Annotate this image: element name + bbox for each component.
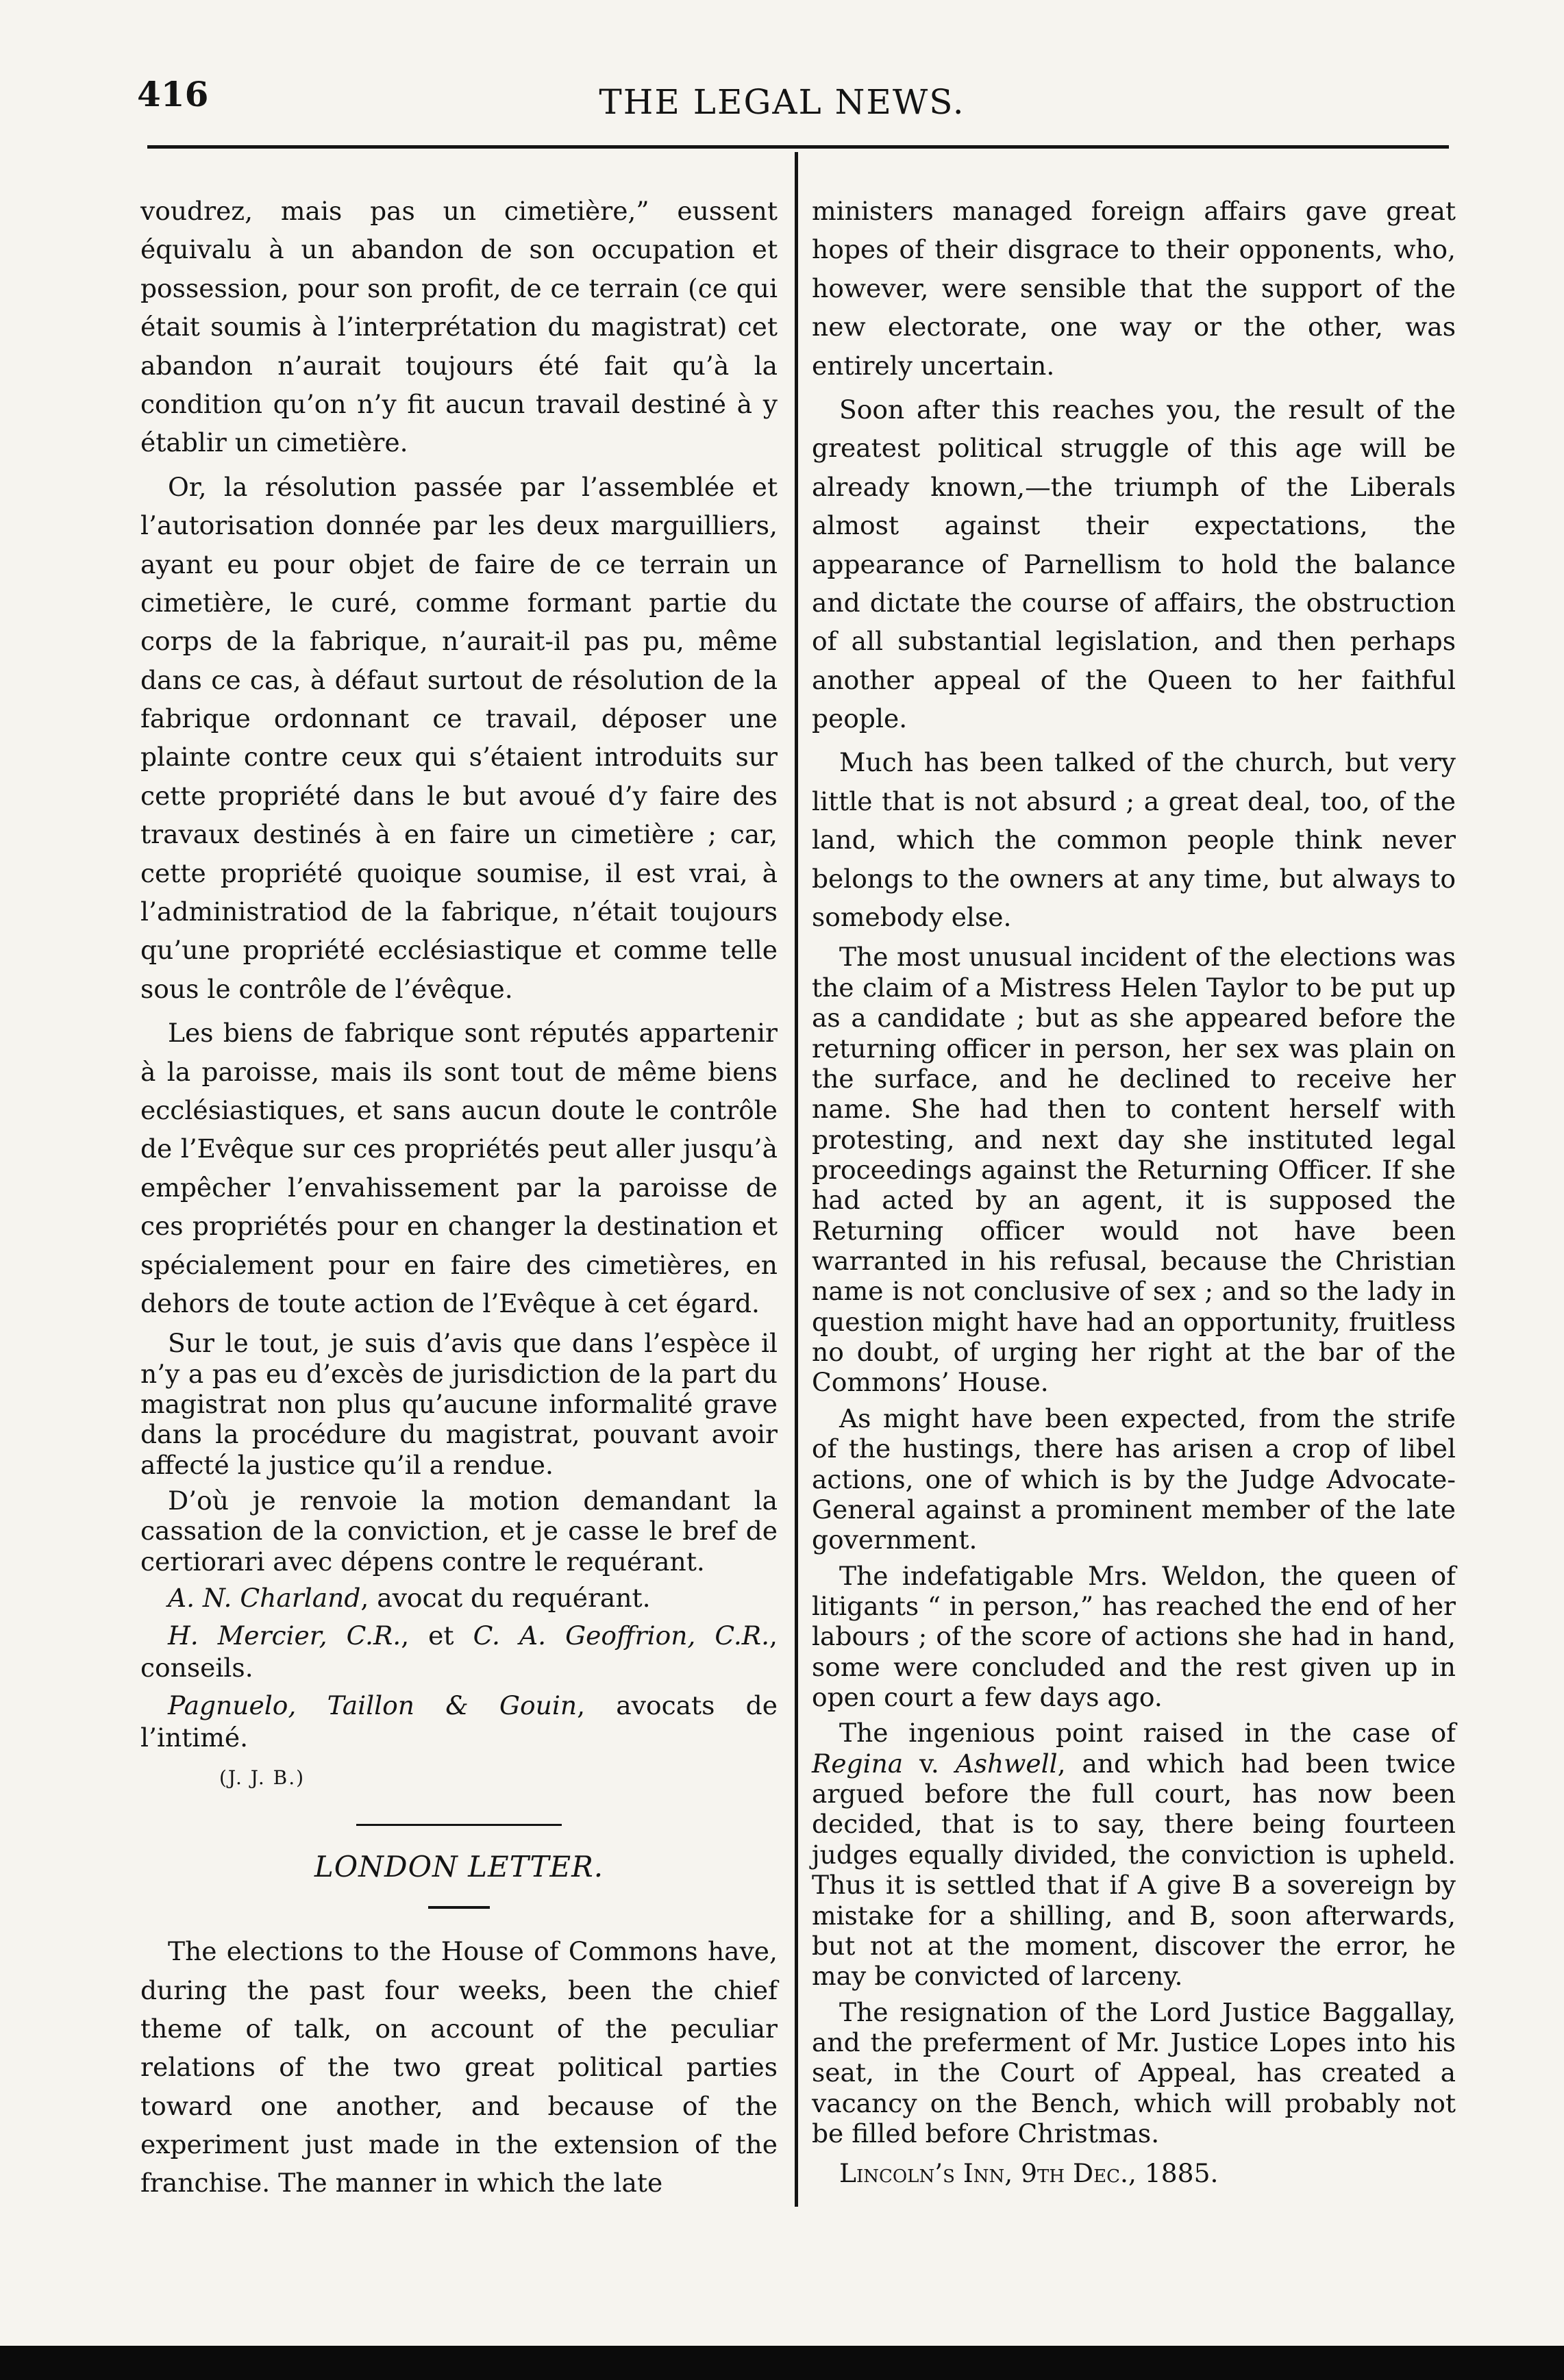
paragraph: Much has been talked of the church, but very little that is not absurd ; a great deal, too, of the land, which the common people think never belongs to the owners at any time, but always to somebody else.	[812, 747, 1456, 933]
header-rule	[147, 145, 1449, 149]
counsel-name: C. A. Geoffrion, C.R.	[473, 1620, 770, 1651]
scan-bottom-edge	[0, 2346, 1564, 2380]
paragraph	[812, 1718, 1456, 1991]
paragraph: Les biens de fabrique sont réputés appartenir à la paroisse, mais ils sont tout de même biens ecclésiastiques, et sans aucun doute le contrôle de l’Evêque sur ces propriétés peut aller jusqu’à empêcher l’envahissement par la paroisse de ces propriétés pour en changer la destination et spécialement pour en faire des cimetières, en dehors de toute action de l’Evêque à cet égard.	[140, 1018, 778, 1318]
case-name: Ashwell	[955, 1748, 1058, 1779]
section-rule	[356, 1824, 562, 1826]
counsel-line	[140, 1620, 778, 1684]
counsel-line	[140, 1690, 778, 1754]
counsel-role: , avocat du requérant.	[360, 1583, 651, 1614]
case-name: Regina	[812, 1748, 904, 1779]
section-dash	[428, 1906, 490, 1909]
paragraph: Soon after this reaches you, the result of the greatest political struggle of this age will be already known,—the triumph of the Liberals almost against their expectations, the appearance of Parnellism to hold the balance and dictate the course of affairs, the obstruction of all substantial legislation, and then perhaps another appeal of the Queen to her faithful people.	[812, 394, 1456, 734]
paragraph: The elections to the House of Commons have, during the past four weeks, been the chief theme of talk, on account of the peculiar relations of the two great political parties toward one another, and because of the experiment just made in the extension of the franchise. The manner in which the late	[140, 1936, 778, 2199]
counsel-name: Pagnuelo, Taillon & Gouin	[168, 1690, 578, 1721]
column-divider	[795, 152, 798, 2207]
paragraph: voudrez, mais pas un cimetière,” eussent équivalu à un abandon de son occupation et possession, pour son profit, de ce terrain (ce qui était soumis à l’interprétation du magistrat) cet abandon n’aurait toujours été fait qu’à la condition qu’on n’y fit aucun travail destiné à y établir un cimetière.	[140, 196, 778, 458]
section-title: LONDON LETTER.	[314, 1850, 604, 1884]
text-run: v.	[903, 1748, 956, 1779]
counsel-joiner: , et	[401, 1620, 473, 1651]
author-initials: (J. J. B.)	[219, 1766, 306, 1790]
page-number: 416	[137, 74, 209, 114]
paragraph: The most unusual incident of the elections was the claim of a Mistress Helen Taylor to be put up as a candidate ; but as she appeared before the returning officer in person, her sex was plain on the surface, and he declined to receive her name. She had then to content herself with protesting, and next day she instituted legal proceedings against the Returning Officer. If she had acted by an agent, it is supposed the Returning officer would not have been warranted in his refusal, because the Christian name is not conclusive of sex ; and so the lady in question might have had an opportunity, fruitless no doubt, of urging her right at the bar of the Commons’ House.	[812, 942, 1456, 1398]
counsel-role: , avocats de l’intimé.	[140, 1690, 778, 1753]
dateline: Lincoln’s Inn, 9th Dec., 1885.	[839, 2158, 1219, 2189]
left-column	[140, 192, 778, 2208]
text-run: , and which had been twice argued before the full court, has now been decided, that is to say, there being fourteen judges equally divided, the conviction is upheld. Thus it is settled that if A give B a sovereign by mistake for a shilling, and B, soon afterwards, but not at the moment, discover the error, he may be convicted of larceny.	[812, 1748, 1456, 1992]
counsel-name: A. N. Charland	[168, 1583, 361, 1614]
counsel-role: , conseils.	[140, 1620, 778, 1683]
paragraph: The indefatigable Mrs. Weldon, the queen of litigants “ in person,” has reached the end of her labours ; of the score of actions she had in hand, some were concluded and the rest given up in open court a few days ago.	[812, 1560, 1456, 1713]
running-head: THE LEGAL NEWS.	[599, 82, 965, 122]
paragraph: ministers managed foreign affairs gave great hopes of their disgrace to their opponents, who, however, were sensible that the support of the new electorate, one way or the other, was entirely uncertain.	[812, 196, 1456, 381]
text-run: The ingenious point raised in the case of	[839, 1718, 1456, 1749]
paragraph: Or, la résolution passée par l’assemblée et l’autorisation donnée par les deux marguilliers, ayant eu pour objet de faire de ce terrain un cimetière, le curé, comme formant partie du corps de la fabrique, n’aurait-il pas pu, même dans ce cas, à défaut surtout de résolution de la fabrique ordonnant ce travail, déposer une plainte contre ceux qui s’étaient introduits sur cette propriété dans le but avoué d’y faire des travaux destinés à en faire un cimetière ; car, cette propriété quoique soumise, il est vrai, à l’administratiod de la fabrique, n’était toujours qu’une propriété ecclésiastique et comme telle sous le contrôle de l’évêque.	[140, 471, 778, 1004]
paragraph: As might have been expected, from the strife of the hustings, there has arisen a crop of libel actions, one of which is by the Judge Advocate-General against a prominent member of the late government.	[812, 1403, 1456, 1555]
paragraph: The resignation of the Lord Justice Baggallay, and the preferment of Mr. Justice Lopes into his seat, in the Court of Appeal, has created a vacancy on the Bench, which will probably not be filled before Christmas.	[812, 1996, 1456, 2149]
right-column	[812, 192, 1456, 2199]
paragraph: D’où je renvoie la motion demandant la cassation de la conviction, et je casse le bref de certiorari avec dépens contre le requérant.	[140, 1486, 778, 1577]
counsel-line	[140, 1582, 778, 1614]
counsel-name: H. Mercier, C.R.	[168, 1620, 401, 1651]
paragraph: Sur le tout, je suis d’avis que dans l’espèce il n’y a pas eu d’excès de jurisdiction de la part du magistrat non plus qu’aucune informalité grave dans la procédure du magistrat, pouvant avoir affecté la justice qu’il a rendue.	[140, 1328, 778, 1480]
